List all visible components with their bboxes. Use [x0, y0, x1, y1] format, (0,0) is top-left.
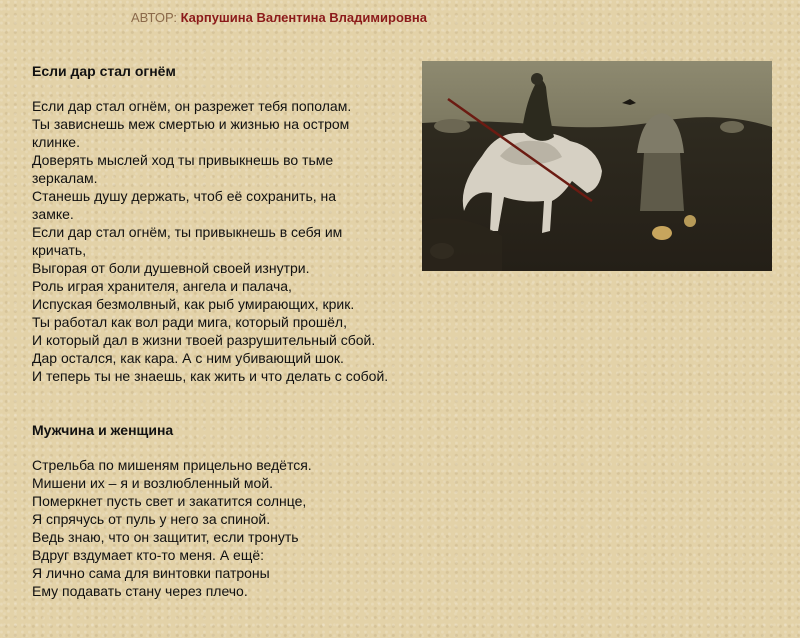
poem-title: Мужчина и женщина	[32, 422, 174, 438]
author-line	[131, 10, 427, 26]
poem-line: кричать,	[32, 242, 87, 258]
author-label: АВТОР:	[131, 10, 177, 25]
poem-2	[32, 421, 442, 600]
author-name[interactable]: Карпушина Валентина Владимировна	[180, 10, 427, 25]
poem-line: Померкнет пусть свет и закатится солнце,	[32, 493, 307, 509]
knight-at-crossroads-painting-icon	[422, 61, 772, 271]
painting-image	[422, 61, 772, 271]
poem-line: Я спрячусь от пуль у него за спиной.	[32, 511, 271, 527]
poem-line: Испуская безмолвный, как рыб умирающих, крик.	[32, 296, 355, 312]
poem-line: Я лично сама для винтовки патроны	[32, 565, 270, 581]
poem-line: замке.	[32, 206, 74, 222]
poem-line: клинке.	[32, 134, 80, 150]
poem-title: Если дар стал огнём	[32, 63, 176, 79]
poem-line: Ты работал как вол ради мига, который прошёл,	[32, 314, 347, 330]
poem-line: Мишени их – я и возлюбленный мой.	[32, 475, 274, 491]
poem-line: Стрельба по мишеням прицельно ведётся.	[32, 457, 312, 473]
poem-line: Роль играя хранителя, ангела и палача,	[32, 278, 292, 294]
poem-line: Доверять мыслей ход ты привыкнешь во тьме	[32, 152, 334, 168]
poem-line: Ему подавать стану через плечо.	[32, 583, 248, 599]
poem-line: Выгорая от боли душевной своей изнутри.	[32, 260, 310, 276]
poem-line: Станешь душу держать, чтоб её сохранить, на	[32, 188, 337, 204]
poem-line: И который дал в жизни твоей разрушительный сбой.	[32, 332, 376, 348]
poem-line: Если дар стал огнём, он разрежет тебя пополам.	[32, 98, 352, 114]
poem-line: Вдруг вздумает кто-то меня. А ещё:	[32, 547, 265, 563]
poem-line: Ты зависнешь меж смертью и жизнью на остром	[32, 116, 350, 132]
poem-line: зеркалам.	[32, 170, 98, 186]
poem-line: Дар остался, как кара. А с ним убивающий шок.	[32, 350, 344, 366]
poem-line: Ведь знаю, что он защитит, если тронуть	[32, 529, 299, 545]
poem-1	[32, 62, 442, 385]
poem-line: И теперь ты не знаешь, как жить и что делать с собой.	[32, 368, 389, 384]
poem-line: Если дар стал огнём, ты привыкнешь в себя им	[32, 224, 343, 240]
